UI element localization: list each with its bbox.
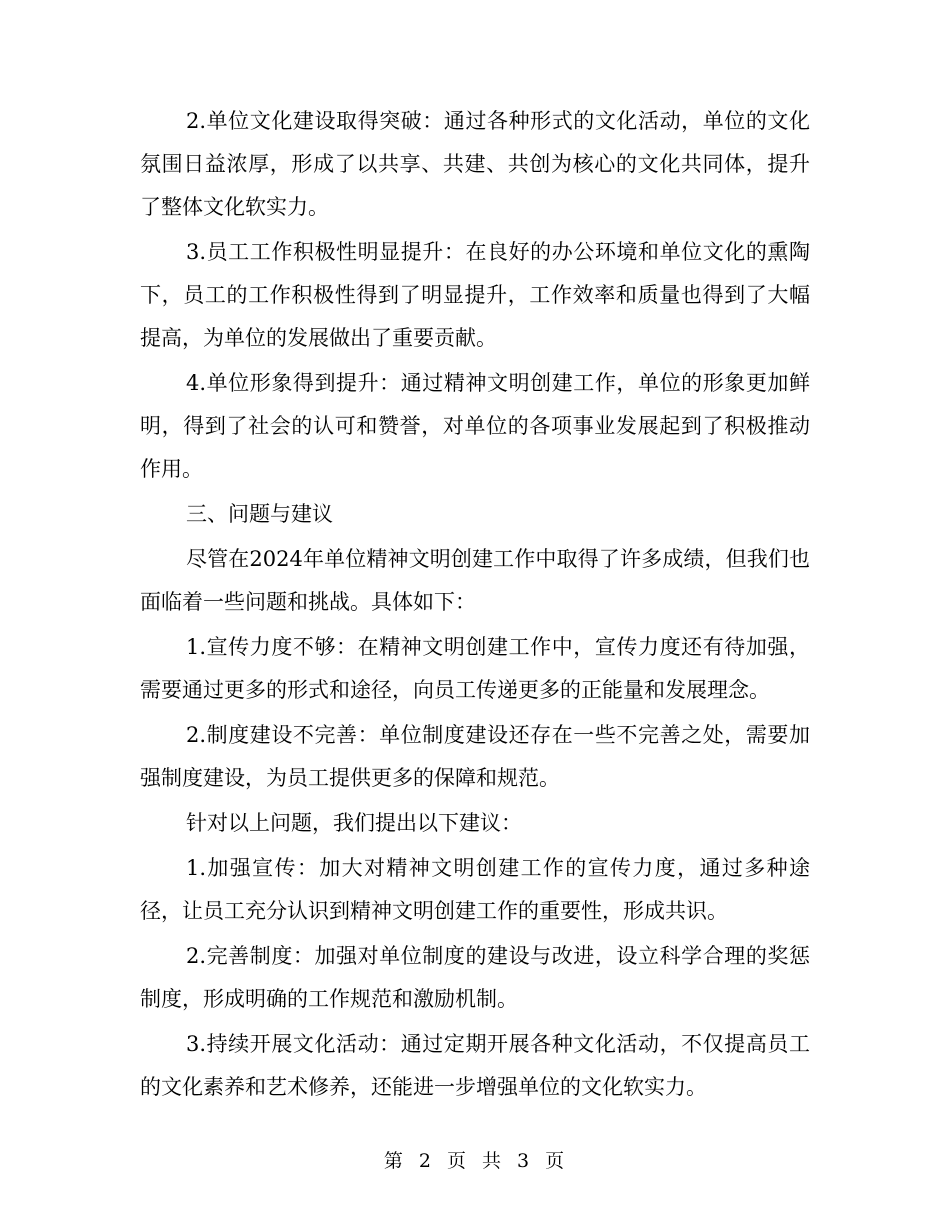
paragraph-suggestions-intro: 针对以上问题，我们提出以下建议： (186, 811, 522, 835)
paragraph-culture-breakthrough: 2.单位文化建设取得突破：通过各种形式的文化活动，单位的文化氛围日益浓厚，形成了以共享、共建、共创为核心的文化共同体，提升了整体文化软实力。 (140, 109, 810, 219)
section-heading-problems: 三、问题与建议 (186, 502, 333, 526)
paragraph-unit-image: 4.单位形象得到提升：通过精神文明创建工作，单位的形象更加鲜明，得到了社会的认可和赞誉，对单位的各项事业发展起到了积极推动作用。 (140, 371, 810, 481)
paragraph-staff-motivation: 3.员工工作积极性明显提升：在良好的办公环境和单位文化的熏陶下，员工的工作积极性得到了明显提升，工作效率和质量也得到了大幅提高，为单位的发展做出了重要贡献。 (140, 240, 810, 350)
paragraph-problem-system: 2.制度建设不完善：单位制度建设还存在一些不完善之处，需要加强制度建设，为员工提供更多的保障和规范。 (140, 723, 810, 790)
paragraph-suggestion-activities: 3.持续开展文化活动：通过定期开展各种文化活动，不仅提高员工的文化素养和艺术修养，还能进一步增强单位的文化软实力。 (140, 1032, 810, 1099)
paragraph-problem-publicity: 1.宣传力度不够：在精神文明创建工作中，宣传力度还有待加强，需要通过更多的形式和途径，向员工传递更多的正能量和发展理念。 (140, 635, 810, 702)
paragraph-suggestion-publicity: 1.加强宣传：加大对精神文明创建工作的宣传力度，通过多种途径，让员工充分认识到精神文明创建工作的重要性，形成共识。 (140, 856, 810, 923)
page-number-footer: 第 2 页 共 3 页 (383, 1150, 567, 1172)
paragraph-suggestion-system: 2.完善制度：加强对单位制度的建设与改进，设立科学合理的奖惩制度，形成明确的工作规范和激励机制。 (140, 944, 810, 1011)
paragraph-problems-intro: 尽管在2024年单位精神文明创建工作中取得了许多成绩，但我们也面临着一些问题和挑战。具体如下： (140, 547, 810, 614)
document-body (140, 100, 810, 1111)
